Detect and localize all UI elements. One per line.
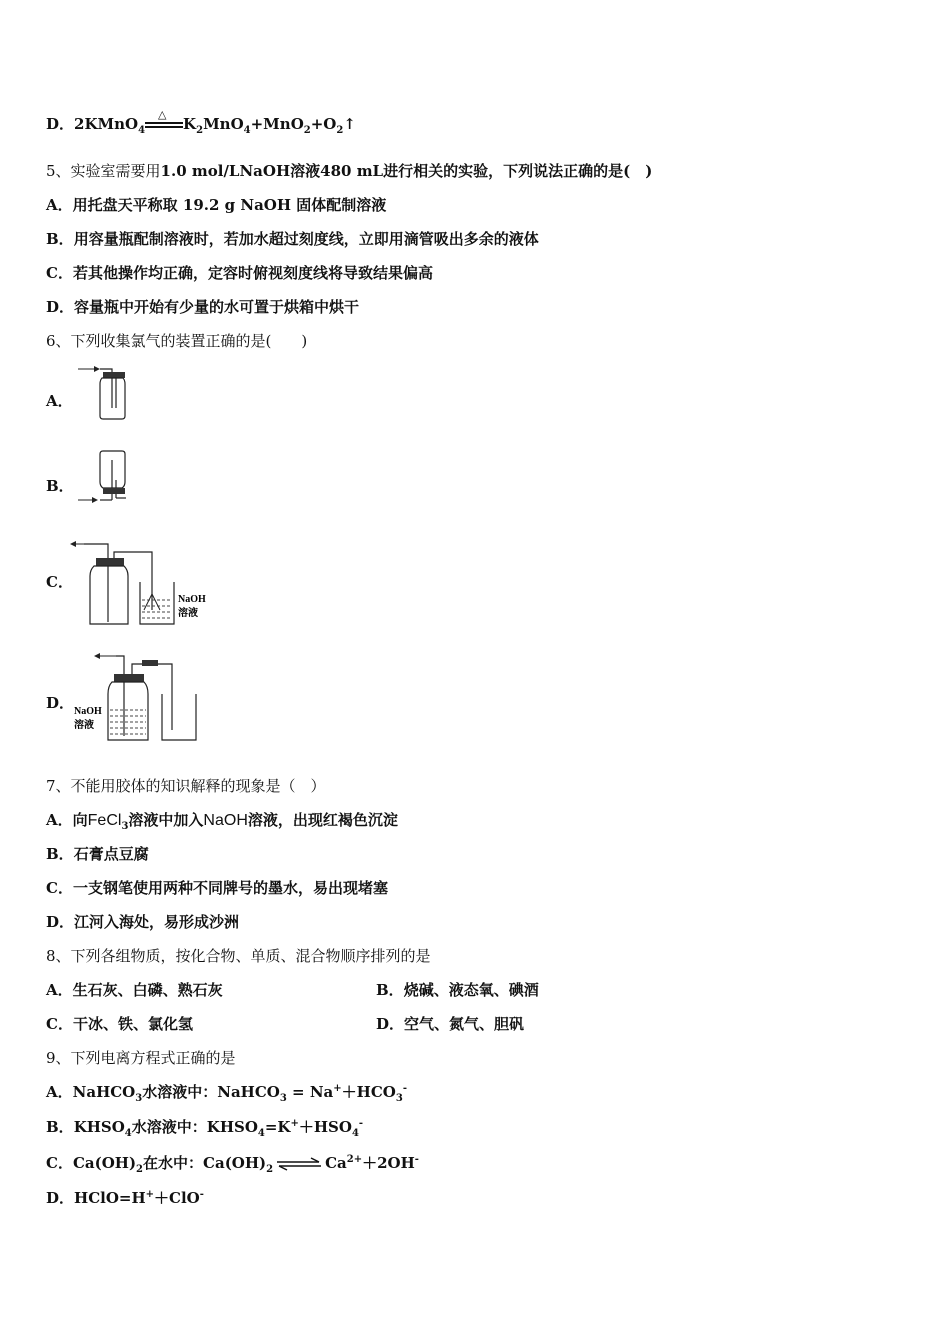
superscript: + xyxy=(333,1083,342,1094)
q9-option-a xyxy=(46,1082,407,1102)
stem-text: 1.0 mol/LNaOH xyxy=(160,162,291,180)
option-label: C． xyxy=(46,264,73,282)
option-text: 水溶液中： xyxy=(131,1118,207,1136)
q7-option-a xyxy=(46,810,398,831)
option-label: A． xyxy=(46,1083,73,1101)
option-label: B． xyxy=(46,1118,74,1136)
option-text: 石膏点豆腐 xyxy=(73,845,149,863)
subscript: 2 xyxy=(196,125,204,136)
subscript: 3 xyxy=(135,1093,143,1104)
subscript: 4 xyxy=(351,1128,359,1139)
option-text: 生石灰、白磷、熟石灰 xyxy=(72,981,223,999)
option-label: D． xyxy=(376,1015,405,1033)
stem-text: 7、不能用胶体的知识解释的现象是（ ） xyxy=(46,777,326,795)
option-text: 向 xyxy=(72,811,88,829)
option-label: A． xyxy=(46,981,73,999)
reagent-label: NaOH xyxy=(178,594,206,605)
formula-text: Ca xyxy=(325,1154,347,1172)
superscript: - xyxy=(402,1083,407,1094)
stem-text: 6、下列收集氯气的装置正确的是( ) xyxy=(46,332,308,350)
option-label: C． xyxy=(46,879,73,897)
formula-text: ＋HCO xyxy=(341,1083,396,1101)
q6-option-c xyxy=(46,572,73,592)
reagent-label: NaOH xyxy=(74,706,102,717)
option-label: B． xyxy=(46,845,74,863)
option-text: 在水中： xyxy=(143,1154,204,1172)
option-text: 烧碱、液态氧、碘酒 xyxy=(403,981,539,999)
question-6-stem xyxy=(46,331,307,351)
option-label: A． xyxy=(46,392,73,410)
subscript: 2 xyxy=(303,125,311,136)
option-text: 干冰、铁、氯化氢 xyxy=(72,1015,193,1033)
question-5-stem xyxy=(46,161,652,181)
option-label: D． xyxy=(46,298,75,316)
q9-option-c xyxy=(46,1153,419,1173)
gas-arrow-icon: ↑ xyxy=(343,115,356,133)
q5-option-b xyxy=(46,229,539,249)
heat-equals-sign xyxy=(145,108,183,131)
q7-option-c xyxy=(46,878,388,898)
subscript: 4 xyxy=(124,1128,132,1139)
question-8-stem xyxy=(46,946,431,966)
subscript: 2 xyxy=(266,1164,274,1175)
formula-text: KHSO xyxy=(206,1118,258,1136)
option-text: 空气、氮气、胆矾 xyxy=(404,1015,525,1033)
apparatus-a-image xyxy=(74,364,134,422)
stem-text: 溶液 xyxy=(290,162,321,180)
q5-option-c xyxy=(46,263,433,283)
option-text: 若其他操作均正确，定容时俯视刻度线将导致结果偏高 xyxy=(72,264,433,282)
subscript: 3 xyxy=(395,1093,403,1104)
prev-option-d xyxy=(46,108,356,136)
q6-option-b xyxy=(46,476,74,496)
subscript: 3 xyxy=(121,821,129,832)
q7-option-b xyxy=(46,844,149,864)
option-label: C． xyxy=(46,573,73,591)
option-label: C． xyxy=(46,1015,73,1033)
formula-text: MnO xyxy=(203,115,244,133)
q6-option-d xyxy=(46,693,74,713)
stem-text: 480 mL xyxy=(320,162,384,180)
subscript: 4 xyxy=(138,125,146,136)
formula-text: +MnO xyxy=(250,115,304,133)
option-text: 固体配制溶液 xyxy=(296,196,387,214)
formula-text: HClO=H xyxy=(74,1189,146,1207)
formula-text: NaOH xyxy=(203,812,248,829)
apparatus-d-image xyxy=(72,650,212,745)
option-text: 溶液中加入 xyxy=(128,811,204,829)
formula-text: ＋ClO xyxy=(154,1189,200,1207)
reagent-label: 溶液 xyxy=(178,608,198,619)
formula-text: Ca(OH) xyxy=(203,1154,267,1172)
q5-option-a xyxy=(46,195,386,215)
formula-text: FeCl xyxy=(87,812,122,829)
question-9-stem xyxy=(46,1048,236,1068)
formula-text: 2KMnO xyxy=(74,115,139,133)
apparatus-b-image xyxy=(74,446,134,508)
heat-triangle-icon: △ xyxy=(158,108,167,121)
option-label: A． xyxy=(46,811,73,829)
formula-text: ＋HSO xyxy=(298,1118,352,1136)
formula-text: K xyxy=(183,115,197,133)
stem-text: 5、实验室需要用 xyxy=(46,162,161,180)
subscript: 2 xyxy=(136,1164,144,1175)
formula-text: ＋2OH xyxy=(362,1154,415,1172)
option-label: B． xyxy=(46,477,74,495)
q6-option-a xyxy=(46,391,73,411)
superscript: + xyxy=(290,1118,299,1129)
option-label: D． xyxy=(46,913,75,931)
subscript: 2 xyxy=(336,125,344,136)
stem-text: 9、下列电离方程式正确的是 xyxy=(46,1049,236,1067)
q8-option-b xyxy=(376,980,539,1000)
q8-option-c xyxy=(46,1014,193,1034)
q8-option-d xyxy=(376,1014,524,1034)
superscript: - xyxy=(199,1189,204,1200)
superscript: - xyxy=(358,1118,364,1129)
superscript: - xyxy=(414,1154,419,1165)
question-7-stem xyxy=(46,776,326,796)
option-label: B． xyxy=(46,230,74,248)
option-text: 一支钢笔使用两种不同牌号的墨水，易出现堵塞 xyxy=(72,879,388,897)
formula-text: Ca(OH) xyxy=(72,1154,137,1172)
option-label: A． xyxy=(46,196,73,214)
formula-text: =K xyxy=(264,1118,291,1136)
option-label: D． xyxy=(46,694,75,712)
option-label: D． xyxy=(46,115,75,133)
superscript: 2+ xyxy=(346,1154,363,1165)
subscript: 3 xyxy=(279,1093,287,1104)
subscript: 4 xyxy=(257,1128,265,1139)
reversible-arrow-icon xyxy=(275,1158,323,1170)
stem-text: 8、下列各组物质，按化合物、单质、混合物顺序排列的是 xyxy=(46,947,431,965)
q8-option-a xyxy=(46,980,223,1000)
formula-text: NaHCO xyxy=(217,1083,280,1101)
superscript: + xyxy=(145,1189,155,1200)
stem-text: 进行相关的实验，下列说法正确的是( ) xyxy=(383,162,653,180)
q9-option-d xyxy=(46,1188,204,1208)
q9-option-b xyxy=(46,1117,363,1137)
option-text: 溶液，出现红褐色沉淀 xyxy=(247,811,398,829)
option-label: B． xyxy=(376,981,404,999)
option-text: 容量瓶中开始有少量的水可置于烘箱中烘干 xyxy=(74,298,360,316)
subscript: 4 xyxy=(243,125,251,136)
formula-text: +O xyxy=(310,115,337,133)
q5-option-d xyxy=(46,297,359,317)
formula-text: KHSO xyxy=(73,1118,125,1136)
option-text: 用容量瓶配制溶液时，若加水超过刻度线，立即用滴管吸出多余的液体 xyxy=(73,230,539,248)
option-label: C． xyxy=(46,1154,73,1172)
reagent-label: 溶液 xyxy=(74,720,94,731)
option-text: 用托盘天平称取 xyxy=(72,196,178,214)
option-label: D． xyxy=(46,1189,75,1207)
apparatus-c-image xyxy=(72,538,222,630)
q7-option-d xyxy=(46,912,239,932)
option-text: 水溶液中： xyxy=(142,1083,218,1101)
option-text: 江河入海处，易形成沙洲 xyxy=(74,913,240,931)
formula-text: = Na xyxy=(286,1083,334,1101)
formula-text: NaHCO xyxy=(72,1083,136,1101)
option-text: 19.2 g NaOH xyxy=(182,196,292,214)
